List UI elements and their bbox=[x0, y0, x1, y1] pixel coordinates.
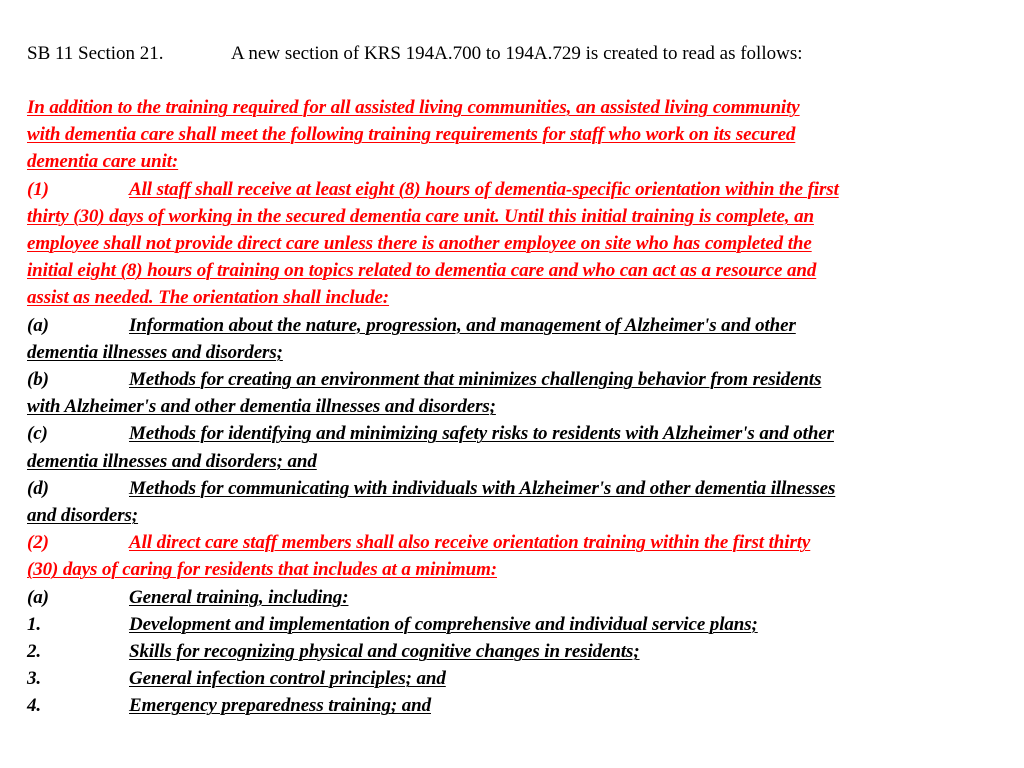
sub-item-1-marker: 1. bbox=[27, 613, 42, 635]
sub-item-2-marker: 2. bbox=[27, 641, 42, 663]
item-1c bbox=[27, 420, 1002, 474]
document-body bbox=[27, 40, 1002, 720]
sub-item-4-marker: 4. bbox=[27, 695, 42, 717]
intro-line: In addition to the training required for all assisted living communities, an assisted living community bbox=[27, 97, 800, 118]
item-1-line: employee shall not provide direct care unless there is another employee on site who has completed the bbox=[27, 233, 812, 255]
intro-paragraph bbox=[27, 94, 1002, 176]
item-1 bbox=[27, 176, 1002, 312]
item-1-text: All staff shall receive at least eight (8) hours of dementia-specific orientation within the first bbox=[129, 178, 839, 200]
item-1d-marker: (d) bbox=[27, 477, 49, 499]
item-1c-text: Methods for identifying and minimizing safety risks to residents with Alzheimer's and other bbox=[129, 423, 834, 445]
item-2-first-line bbox=[27, 529, 1002, 556]
section-heading bbox=[27, 40, 1002, 67]
sub-item-3-marker: 3. bbox=[27, 668, 42, 690]
item-1b bbox=[27, 366, 1002, 420]
sub-item-3 bbox=[27, 665, 1002, 692]
item-1d-text: Methods for communicating with individuals with Alzheimer's and other dementia illnesses bbox=[129, 477, 836, 499]
item-1a-text: Information about the nature, progression, and management of Alzheimer's and other bbox=[129, 314, 796, 336]
item-1b-line: with Alzheimer's and other dementia illnesses and disorders; bbox=[27, 396, 496, 418]
intro-line: with dementia care shall meet the following training requirements for staff who work on its secured bbox=[27, 124, 796, 146]
section-description: A new section of KRS 194A.700 to 194A.729 is created to read as follows: bbox=[231, 43, 803, 64]
item-2 bbox=[27, 529, 1002, 583]
intro-line: dementia care unit: bbox=[27, 151, 179, 173]
item-1d bbox=[27, 475, 1002, 529]
item-1a-first-line bbox=[27, 312, 1002, 339]
sub-item-1-text: Development and implementation of comprehensive and individual service plans; bbox=[129, 613, 758, 635]
item-1b-first-line bbox=[27, 366, 1002, 393]
sub-item-1 bbox=[27, 611, 1002, 638]
item-1a bbox=[27, 312, 1002, 366]
item-1-first-line bbox=[27, 176, 1002, 203]
item-2a-marker: (a) bbox=[27, 586, 49, 608]
sub-list bbox=[27, 611, 1002, 720]
sub-item-4 bbox=[27, 692, 1002, 719]
item-1-line: assist as needed. The orientation shall include: bbox=[27, 287, 390, 309]
item-2-marker: (2) bbox=[27, 532, 49, 554]
item-2-line: (30) days of caring for residents that includes at a minimum: bbox=[27, 559, 497, 581]
item-2a-text: General training, including: bbox=[129, 586, 349, 608]
item-1c-first-line bbox=[27, 420, 1002, 447]
sub-item-3-text: General infection control principles; and bbox=[129, 668, 446, 690]
item-1-line: initial eight (8) hours of training on topics related to dementia care and who can act as a resource and bbox=[27, 260, 817, 282]
item-2-text: All direct care staff members shall also receive orientation training within the first thirty bbox=[129, 532, 811, 554]
item-1a-line: dementia illnesses and disorders; bbox=[27, 341, 283, 363]
item-1c-line: dementia illnesses and disorders; and bbox=[27, 450, 317, 472]
item-1a-marker: (a) bbox=[27, 314, 49, 336]
section-number: SB 11 Section 21. bbox=[27, 43, 164, 64]
item-1b-marker: (b) bbox=[27, 369, 49, 391]
sub-item-2-text: Skills for recognizing physical and cognitive changes in residents; bbox=[129, 641, 640, 663]
item-1d-line: and disorders; bbox=[27, 505, 139, 527]
item-1-marker: (1) bbox=[27, 178, 49, 200]
sub-item-2 bbox=[27, 638, 1002, 665]
item-2a-line bbox=[27, 584, 1002, 611]
item-1b-text: Methods for creating an environment that minimizes challenging behavior from residents bbox=[129, 369, 822, 391]
item-2a bbox=[27, 584, 1002, 611]
item-1d-first-line bbox=[27, 475, 1002, 502]
item-1-line: thirty (30) days of working in the secured dementia care unit. Until this initial training is complete, an bbox=[27, 205, 814, 227]
item-1c-marker: (c) bbox=[27, 423, 48, 445]
sub-item-4-text: Emergency preparedness training; and bbox=[129, 695, 431, 717]
